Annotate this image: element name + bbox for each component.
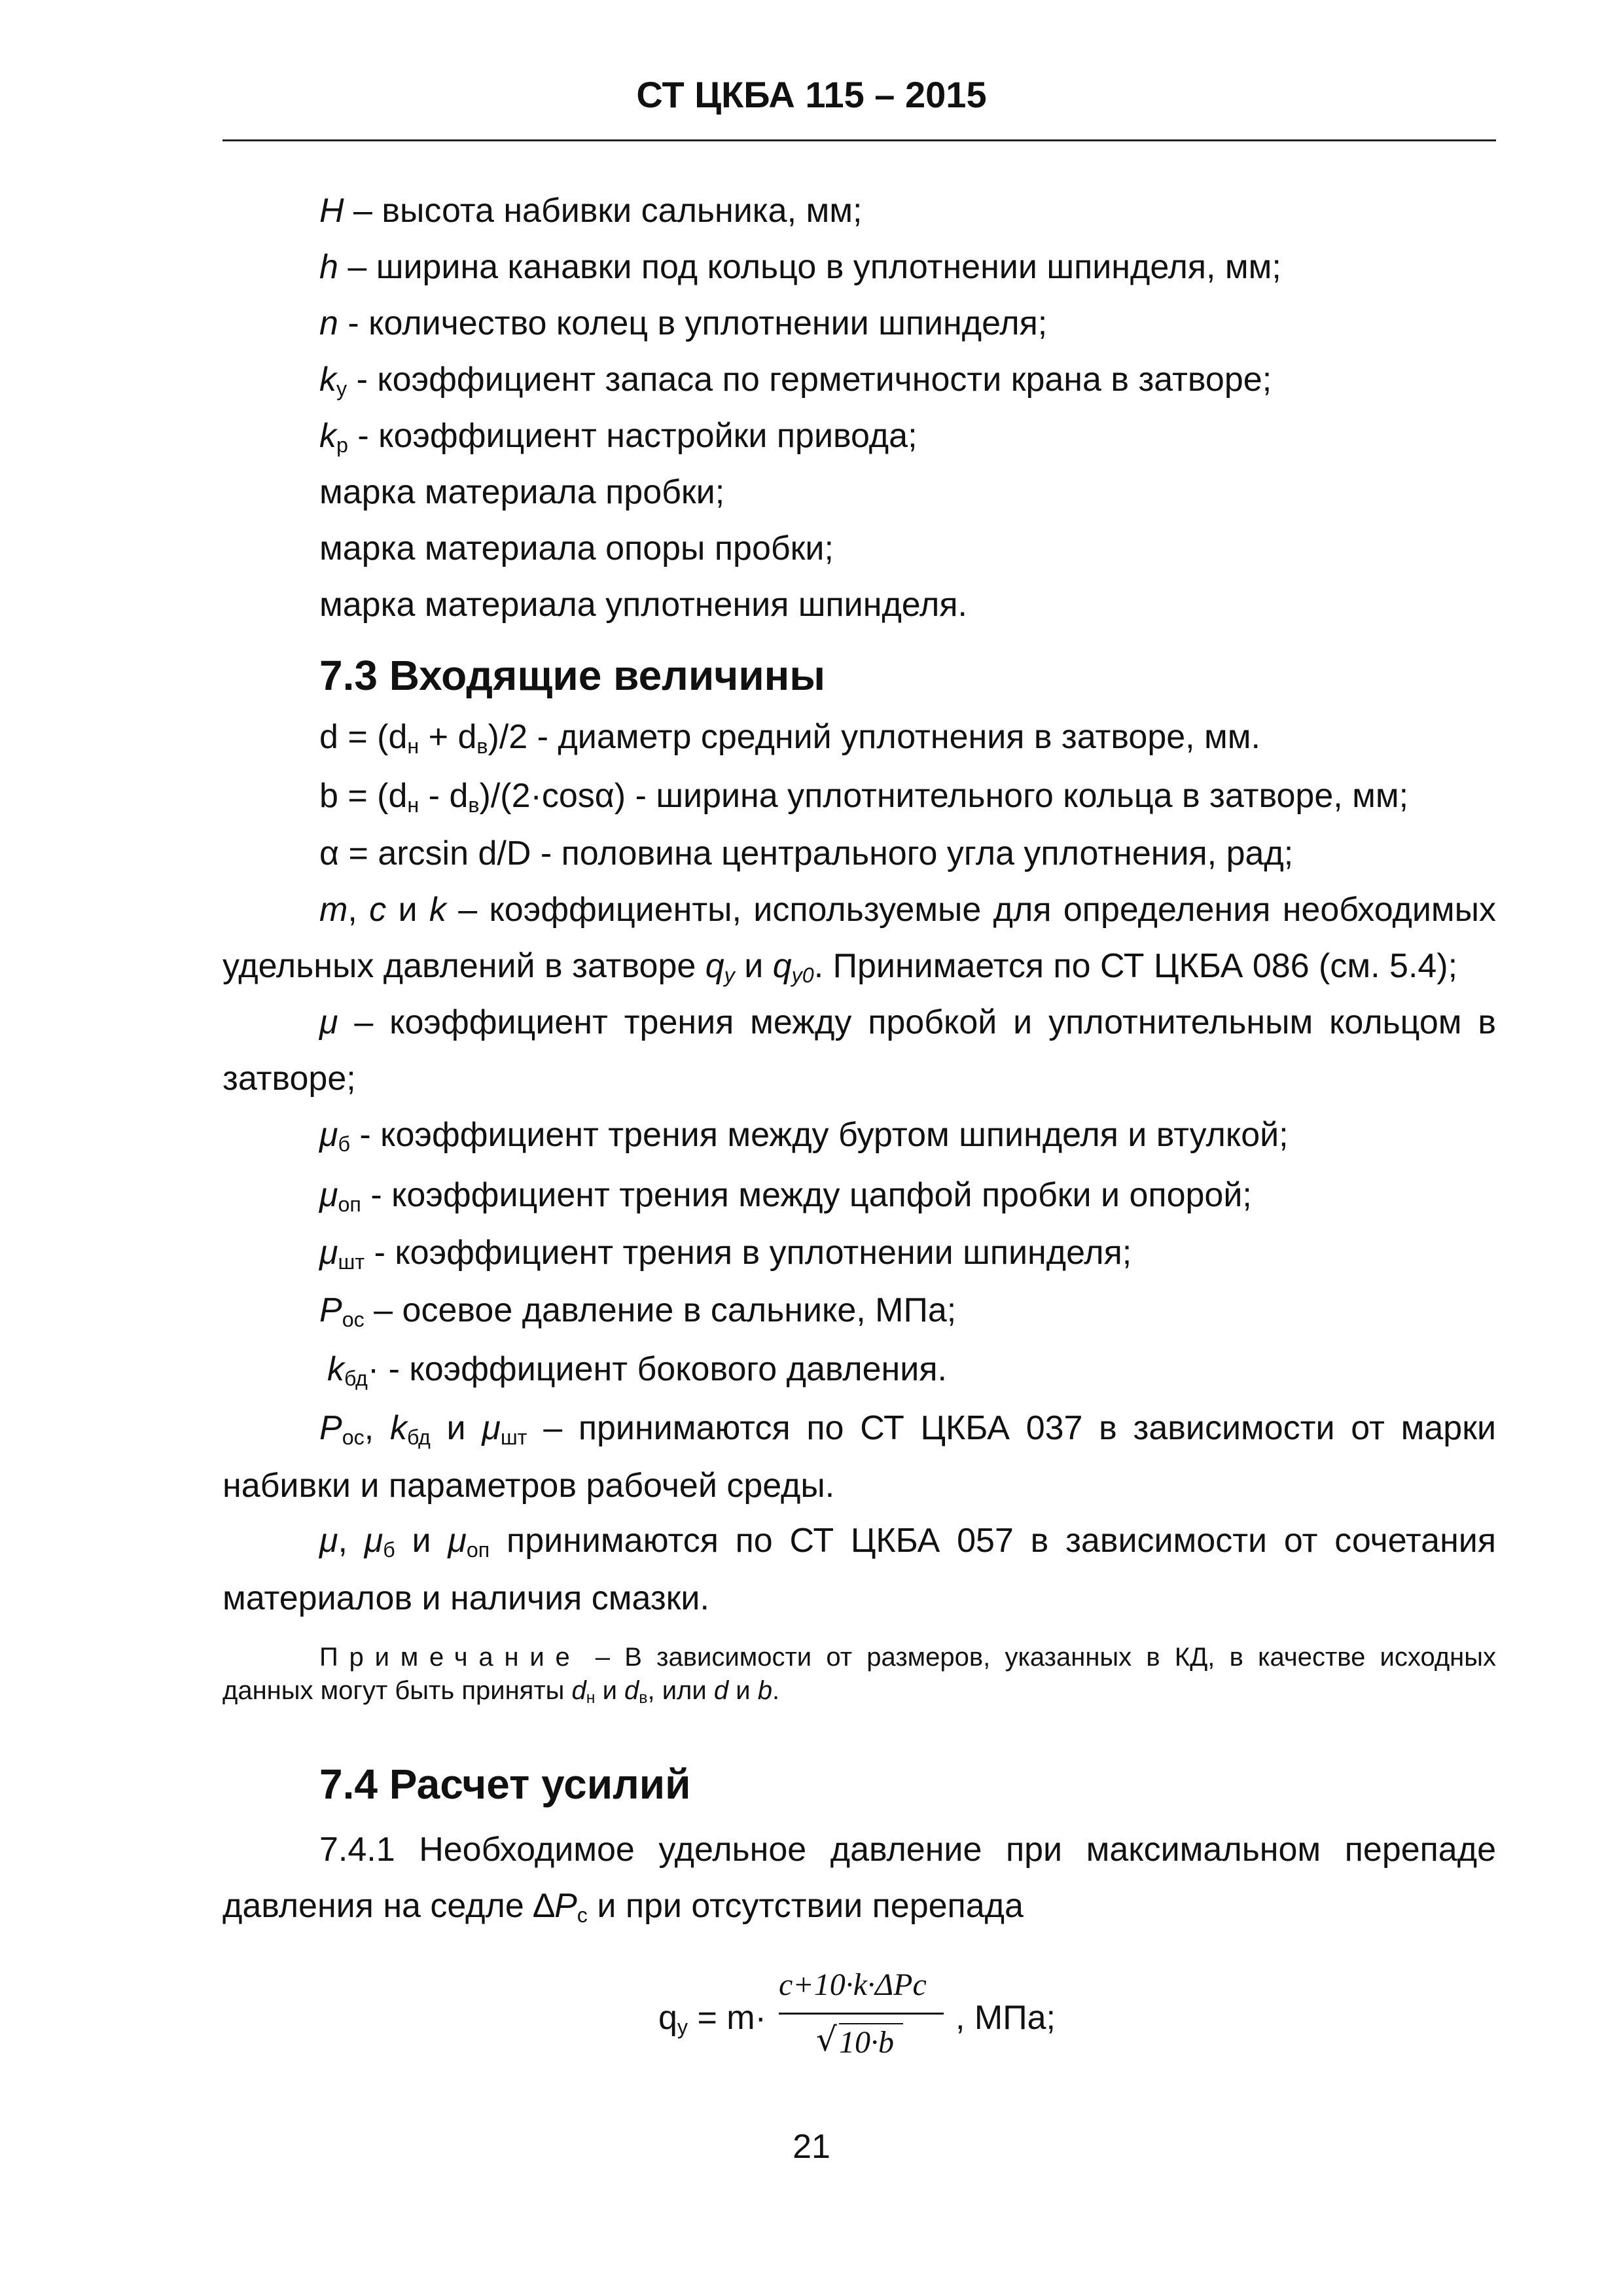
para-7-4-1-line2 [223, 1887, 1024, 1928]
symbol: k [319, 417, 336, 455]
def-ky [319, 361, 1272, 401]
comma: , [338, 1522, 348, 1560]
def-d [319, 718, 1261, 759]
note-line1 [319, 1644, 1496, 1670]
conj: и [398, 891, 418, 929]
symbol: h [319, 248, 338, 286]
text: и [728, 1676, 758, 1705]
def-kp [319, 417, 918, 457]
symbol: H [319, 192, 344, 230]
sub: бд [406, 1426, 431, 1450]
symbol-mu: μ [319, 1522, 338, 1560]
text: – коэффициенты, используемые для определения необходимых [458, 891, 1497, 929]
symbol: n [319, 304, 338, 342]
symbol-qy0: q [772, 947, 792, 985]
symbol-k: k [327, 1350, 344, 1388]
def-text: - коэффициент настройки привода; [348, 417, 918, 455]
def-kbd [327, 1350, 947, 1391]
symbol-mu: μ [482, 1409, 501, 1447]
def-text: - количество колец в уплотнении шпинделя; [338, 304, 1048, 342]
symbol-c: c [369, 891, 387, 929]
symbol-qy: q [705, 947, 724, 985]
text: - коэффициент трения между цапфой пробки и опорой; [361, 1176, 1252, 1214]
sub: оп [466, 1538, 490, 1562]
def-mck-line2 [223, 947, 1458, 988]
group [365, 1522, 395, 1560]
symbol: d [571, 1676, 586, 1705]
accept-057-line2: материалов и наличия смазки. [223, 1579, 709, 1617]
sub: б [338, 1132, 350, 1157]
comma: , [348, 891, 357, 929]
formula-numerator: c+10·k·ΔPc [779, 1967, 927, 2002]
section-heading-7-4: 7.4 Расчет усилий [319, 1761, 691, 1808]
page-number: 21 [793, 2128, 830, 2166]
text: и [595, 1676, 625, 1705]
def-h [319, 250, 1281, 284]
symbol: k [319, 361, 336, 399]
group [389, 1409, 431, 1450]
text: - коэффициент трения между буртом шпинделя и втулкой; [349, 1116, 1289, 1154]
lhs: q [658, 1999, 677, 2037]
text: – В зависимости от размеров, указанных в КД, в качестве исходных [595, 1643, 1497, 1672]
text: – принимаются по СТ ЦКБА 037 в зависимости от марки [543, 1409, 1497, 1447]
sub: шт [500, 1426, 527, 1450]
formula-unit: , МПа; [955, 1999, 1056, 2037]
formula-lhs [658, 1998, 766, 2037]
symbol: d [624, 1676, 639, 1705]
conj: и [412, 1522, 431, 1560]
def-mu-sht [319, 1234, 1132, 1274]
symbol-p: P [319, 1291, 342, 1329]
text: + d [419, 718, 477, 756]
eq: = m· [688, 1999, 766, 2037]
symbol-k: k [389, 1409, 407, 1447]
def-text: – ширина канавки под кольцо в уплотнении шпинделя, мм; [338, 248, 1281, 286]
note-line2 [223, 1676, 780, 1708]
def-alpha: α = arcsin d/D - половина центрального угла уплотнения, рад; [319, 834, 1294, 872]
sub: ос [342, 1308, 365, 1332]
symbol-mu: μ [364, 1522, 383, 1560]
text: , или [647, 1676, 714, 1705]
note-label: Примечание [319, 1643, 581, 1672]
symbol-mu: μ [319, 1003, 338, 1041]
sub: оп [338, 1193, 361, 1217]
text: данных могут быть приняты [223, 1676, 572, 1705]
conj: и [446, 1409, 466, 1447]
symbol-k: k [429, 891, 446, 929]
def-text: - коэффициент запаса по герметичности крана в затворе; [347, 361, 1272, 399]
text: b = (d [319, 777, 408, 815]
sub: у0 [791, 963, 814, 988]
fraction-bar [779, 2013, 944, 2015]
header-rule [223, 139, 1496, 141]
symbol-mu: μ [448, 1522, 467, 1560]
sub: у [724, 963, 735, 988]
symbol-p: P [319, 1409, 342, 1447]
text: . Принимается по СТ ЦКБА 086 (см. 5.4); [813, 947, 1458, 985]
def-material-plug: марка материала пробки; [319, 473, 725, 511]
sub: бд [344, 1367, 368, 1391]
symbol: b [757, 1676, 772, 1705]
text: . [772, 1676, 780, 1705]
section-heading-7-3: 7.3 Входящие величины [319, 652, 825, 699]
group [319, 1409, 374, 1450]
symbol-sub: р [336, 433, 348, 457]
def-n [319, 306, 1047, 340]
group [448, 1522, 490, 1560]
def-material-support: марка материала опоры пробки; [319, 529, 834, 567]
sub: в [476, 734, 488, 759]
sub: в [468, 793, 480, 817]
text: – коэффициент трения между пробкой и уплотнительным кольцом в [354, 1003, 1496, 1041]
text: - d [419, 777, 469, 815]
accept-037-line2: набивки и параметров рабочей среды. [223, 1467, 835, 1505]
group [482, 1409, 527, 1450]
text: )/(2·cosα) - ширина уплотнительного кольца в затворе, мм; [479, 777, 1409, 815]
text: удельных давлений в затворе [223, 947, 705, 985]
text: - коэффициент трения в уплотнении шпинделя; [365, 1234, 1132, 1272]
sub: н [407, 793, 419, 817]
symbol-sub: у [336, 377, 348, 401]
def-b [319, 777, 1409, 817]
sub: в [639, 1689, 648, 1708]
sub: н [407, 734, 419, 759]
text: d = (d [319, 718, 408, 756]
text: и [734, 947, 773, 985]
def-mu-op [319, 1176, 1252, 1217]
formula-qy [654, 1967, 1113, 2058]
symbol-mu: μ [319, 1234, 338, 1272]
def-poc [319, 1291, 957, 1332]
accept-057-line1 [319, 1522, 1496, 1562]
text: – осевое давление в сальнике, МПа; [364, 1291, 957, 1329]
comma: , [364, 1409, 374, 1447]
symbol-m: m [319, 891, 348, 929]
sub: н [586, 1689, 596, 1708]
para-7-4-1-line1: 7.4.1 Необходимое удельное давление при максимальном перепаде [319, 1831, 1496, 1869]
text: )/2 - диаметр средний уплотнения в затворе, мм. [488, 718, 1261, 756]
def-mu-b [319, 1116, 1289, 1157]
document-header: СТ ЦКБА 115 – 2015 [636, 74, 987, 115]
def-text: – высота набивки сальника, мм; [344, 192, 863, 230]
symbol: d [713, 1676, 729, 1705]
symbol-mu: μ [319, 1116, 338, 1154]
formula-denominator: 10·b [839, 2025, 894, 2060]
def-H [319, 194, 862, 228]
sub: шт [338, 1250, 365, 1274]
sub: с [577, 1903, 588, 1928]
symbol-p: P [554, 1887, 577, 1925]
text: и при отсутствии перепада [587, 1887, 1024, 1925]
sqrt-icon: √ [816, 2020, 837, 2058]
sub: ос [342, 1426, 365, 1450]
sub: б [383, 1538, 395, 1562]
text: принимаются по СТ ЦКБА 057 в зависимости от сочетания [507, 1522, 1496, 1560]
def-material-seal: марка материала уплотнения шпинделя. [319, 586, 967, 624]
sub: у [677, 2015, 688, 2039]
symbol-mu: μ [319, 1176, 338, 1214]
def-mu-line2: затворе; [223, 1060, 356, 1098]
group [319, 1522, 348, 1560]
def-mu-line1 [319, 1005, 1496, 1039]
def-mck-line1 [319, 893, 1496, 927]
text: · - коэффициент бокового давления. [367, 1350, 947, 1388]
text: давления на седле ∆ [223, 1887, 555, 1925]
accept-037-line1 [319, 1409, 1497, 1450]
